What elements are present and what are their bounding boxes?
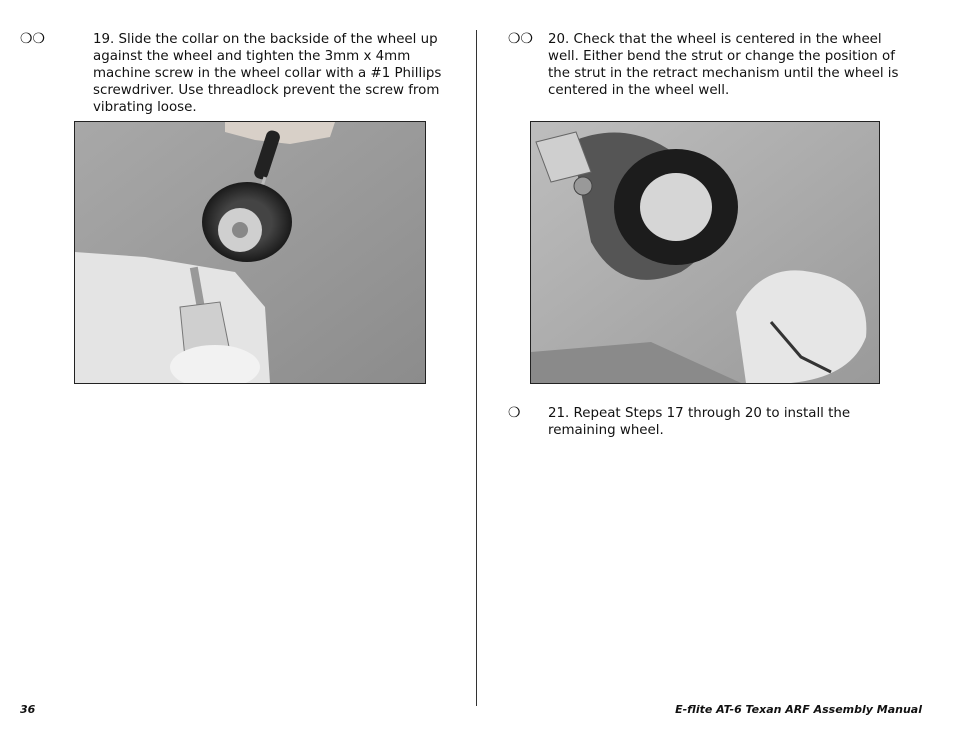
divider-line (476, 30, 477, 706)
checkbox-icons[interactable]: ❍❍ (20, 31, 46, 47)
step-19-photo (74, 121, 426, 384)
step-text: 21. Repeat Steps 17 through 20 to install the remaining wheel. (548, 406, 851, 438)
manual-title: E-flite AT-6 Texan ARF Assembly Manual (675, 703, 922, 716)
step-text: 19. Slide the collar on the backside of the wheel up against the wheel and tighten the 3mm x 4mm machine screw in the wheel collar with a #1 Phillips screwdriver. Use threadlock prevent the screw from vibrating loose. (93, 32, 442, 115)
checkbox-icon[interactable]: ❍ (508, 405, 521, 421)
checkbox-icons[interactable]: ❍❍ (508, 31, 534, 47)
step-text: 20. Check that the wheel is centered in the wheel well. Either bend the strut or change the position of the strut in the retract mechanism until the wheel is centered in the wheel well. (548, 32, 899, 98)
page-number: 36 (20, 703, 36, 716)
step-20-photo (530, 121, 880, 384)
